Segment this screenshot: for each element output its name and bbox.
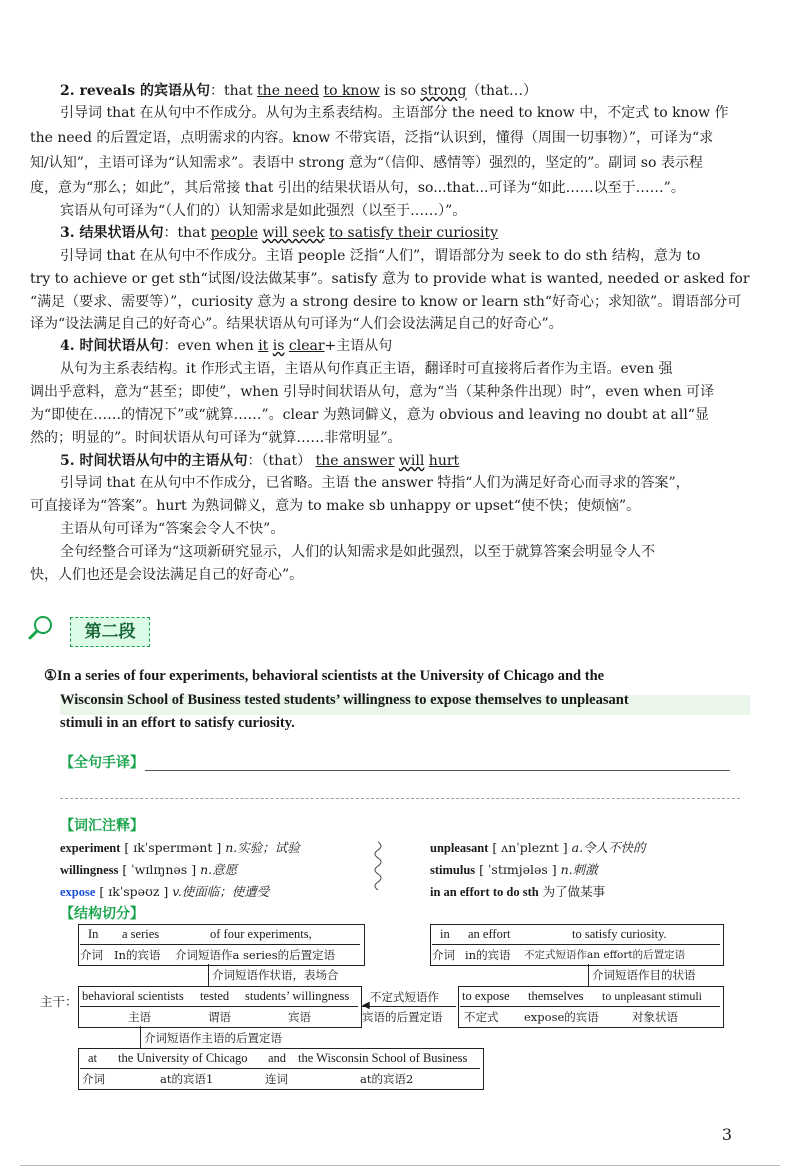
text-line: 知/认知”，主语可译为“认知需求”。表语中 strong 意为“（信仰、感情等）强烈的，坚定的”。副词 so 表示程 bbox=[30, 155, 703, 171]
b1-label: In的宾语 bbox=[114, 948, 161, 962]
b3-word: to unpleasant stimuli bbox=[602, 989, 702, 1003]
text-line: 宾语从句可译为“（人们的）认知需求是如此强烈（以至于……）”。 bbox=[60, 203, 467, 219]
main-label: 谓语 bbox=[208, 1010, 231, 1024]
sentence-line-1: ①In a series of four experiments, behavioral scientists at the University of Chicago and the bbox=[44, 668, 605, 684]
vocab-item: stimulus [ ˈstɪmjələs ] n.刺激 bbox=[430, 862, 598, 877]
vocab-item: expose [ ɪkˈspəʊz ] v.使面临；使遭受 bbox=[60, 884, 270, 899]
b1-word: a series bbox=[122, 927, 160, 941]
b2-label: in的宾语 bbox=[465, 948, 511, 962]
text-line: 快，人们也还是会设法满足自己的好奇心”。 bbox=[30, 567, 304, 583]
text-line: 主语从句可译为“答案会令人不快”。 bbox=[60, 521, 285, 537]
b1-word: In bbox=[88, 927, 99, 941]
heading-3: 3. 结果状语从句：that people will seek to satisfy their curiosity bbox=[60, 225, 499, 241]
arrow-left-icon: ◀ bbox=[362, 1000, 370, 1011]
b4-word: and bbox=[268, 1051, 287, 1065]
connector bbox=[208, 964, 209, 986]
b1-label: 介词 bbox=[80, 948, 103, 962]
b2-label: 介词 bbox=[432, 948, 455, 962]
b4-word: at bbox=[88, 1051, 98, 1065]
heading-4: 4. 时间状语从句：even when it is clear+主语从句 bbox=[60, 338, 393, 354]
b2-word: to satisfy curiosity. bbox=[572, 927, 667, 941]
text-line: try to achieve or get sth“试图/设法做某事”。satisfy 意为 to provide what is wanted, needed or asked for bbox=[30, 271, 750, 287]
page-number: 3 bbox=[721, 1125, 732, 1144]
magnifier-icon bbox=[28, 614, 54, 640]
vocab-item: unpleasant [ ʌnˈpleznt ] a.令人不快的 bbox=[430, 840, 646, 855]
b4-word: the Wisconsin School of Business bbox=[298, 1051, 468, 1065]
answer-line[interactable] bbox=[145, 770, 730, 771]
b3-label: expose的宾语 bbox=[524, 1010, 599, 1024]
text-line: 调出乎意料，意为“甚至；即使”，when 引导时间状语从句，意为“当（某种条件出现）时”，even when 可译 bbox=[30, 384, 715, 400]
text-line: 可直接译为“答案”。hurt 为熟词僻义，意为 to make sb unhappy or upset“使不快；使烦恼”。 bbox=[30, 498, 641, 514]
connector bbox=[588, 964, 589, 986]
b4-note: 介词短语作主语的后置定语 bbox=[144, 1031, 282, 1045]
b1-label: 介词短语作a series的后置定语 bbox=[175, 948, 336, 962]
text-line: 从句为主系表结构。it 作形式主语，主语从句作真正主语，翻译时可直接将后者作为主语。even 强 bbox=[60, 361, 673, 377]
b2-divider bbox=[432, 944, 720, 945]
structure-label: 【结构切分】 bbox=[60, 906, 144, 922]
text-line: 引导词 that 在从句中不作成分。主语 people 泛指“人们”，谓语部分为 seek to do sth 结构，意为 to bbox=[60, 248, 701, 264]
main-divider bbox=[80, 1006, 358, 1007]
text-line: 全句经整合可译为“这项新研究显示，人们的认知需求是如此强烈，以至于就算答案会明显令人不 bbox=[60, 544, 656, 560]
text-line: 引导词 that 在从句中不作成分。从句为主系表结构。主语部分 the need to know 中，不定式 to know 作 bbox=[60, 105, 729, 121]
dashed-divider bbox=[60, 798, 740, 799]
main-word: behavioral scientists bbox=[82, 989, 184, 1003]
text-line: the need 的后置定语，点明需求的内容。know 不带宾语，泛指“认识到，懂得（周围一切事物）”，可译为“求 bbox=[30, 130, 714, 146]
trunk-label: 主干： bbox=[40, 994, 78, 1009]
b4-divider bbox=[80, 1068, 480, 1069]
arrow-line bbox=[362, 1006, 456, 1007]
text-line: 译为“设法满足自己的好奇心”。结果状语从句可译为“人们会设法满足自己的好奇心”。 bbox=[30, 316, 563, 332]
b4-label: at的宾语1 bbox=[160, 1072, 214, 1086]
main-label: 宾语 bbox=[288, 1010, 311, 1024]
b1-word: of four experiments, bbox=[210, 927, 312, 941]
main-word: tested bbox=[200, 989, 230, 1003]
main-label: 主语 bbox=[128, 1010, 151, 1024]
inf-note: 不定式短语作 bbox=[370, 990, 439, 1004]
text-line: 为“即使在……的情况下”或“就算……”。clear 为熟词僻义，意为 obvious and leaving no doubt at all“显 bbox=[30, 407, 709, 423]
vocab-item: willingness [ ˈwɪlɪŋnəs ] n.意愿 bbox=[60, 862, 238, 877]
text-line: 然的；明显的”。时间状语从句可译为“就算……非常明显”。 bbox=[30, 430, 402, 446]
text-line: 度，意为“那么；如此”，其后常接 that 引出的结果状语从句，so...that...可译为“如此……以至于……”。 bbox=[30, 180, 685, 196]
translate-label: 【全句手译】 bbox=[60, 755, 144, 771]
b2-note: 介词短语作目的状语 bbox=[592, 968, 696, 982]
inf-note: 宾语的后置定语 bbox=[362, 1010, 443, 1024]
b1-note: 介词短语作状语，表场合 bbox=[212, 968, 339, 982]
b3-word: themselves bbox=[528, 989, 584, 1003]
vocab-label: 【词汇注释】 bbox=[60, 818, 144, 834]
b4-label: 介词 bbox=[82, 1072, 105, 1086]
b4-label: at的宾语2 bbox=[360, 1072, 414, 1086]
sentence-line-3: stimuli in an effort to satisfy curiosity. bbox=[60, 715, 295, 731]
text-line: “满足（要求、需要等）”，curiosity 意为 a strong desire to know or learn sth“好奇心；求知欲”。谓语部分可 bbox=[30, 294, 742, 310]
vocab-item: experiment [ ɪkˈsperɪmənt ] n.实验；试验 bbox=[60, 840, 300, 855]
b2-word: an effort bbox=[468, 927, 511, 941]
b2-label: 不定式短语作an effort的后置定语 bbox=[524, 949, 686, 961]
vocab-item: in an effort to do sth 为了做某事 bbox=[430, 884, 606, 899]
b3-divider bbox=[460, 1006, 720, 1007]
b3-label: 对象状语 bbox=[632, 1010, 678, 1024]
b3-label: 不定式 bbox=[464, 1010, 499, 1024]
b4-label: 连词 bbox=[265, 1072, 288, 1086]
separator-spiral-icon bbox=[368, 840, 388, 900]
heading-2: 2. reveals 的宾语从句：that the need to know is so strong（that…） bbox=[60, 83, 538, 99]
b3-word: to expose bbox=[462, 989, 510, 1003]
heading-5: 5. 时间状语从句中的主语从句：（that） the answer will hurt bbox=[60, 453, 460, 469]
b2-word: in bbox=[440, 927, 450, 941]
section-title: 第二段 bbox=[70, 617, 150, 647]
connector bbox=[140, 1026, 141, 1048]
b1-divider bbox=[80, 944, 360, 945]
text-line: 引导词 that 在从句中不作成分，已省略。主语 the answer 特指“人们为满足好奇心而寻求的答案”， bbox=[60, 475, 690, 491]
sentence-line-2: Wisconsin School of Business tested students’ willingness to expose themselves to unpleasant bbox=[60, 692, 629, 708]
main-word: students’ willingness bbox=[245, 989, 350, 1003]
bottom-rule bbox=[20, 1165, 780, 1166]
b4-word: the University of Chicago bbox=[118, 1051, 248, 1065]
